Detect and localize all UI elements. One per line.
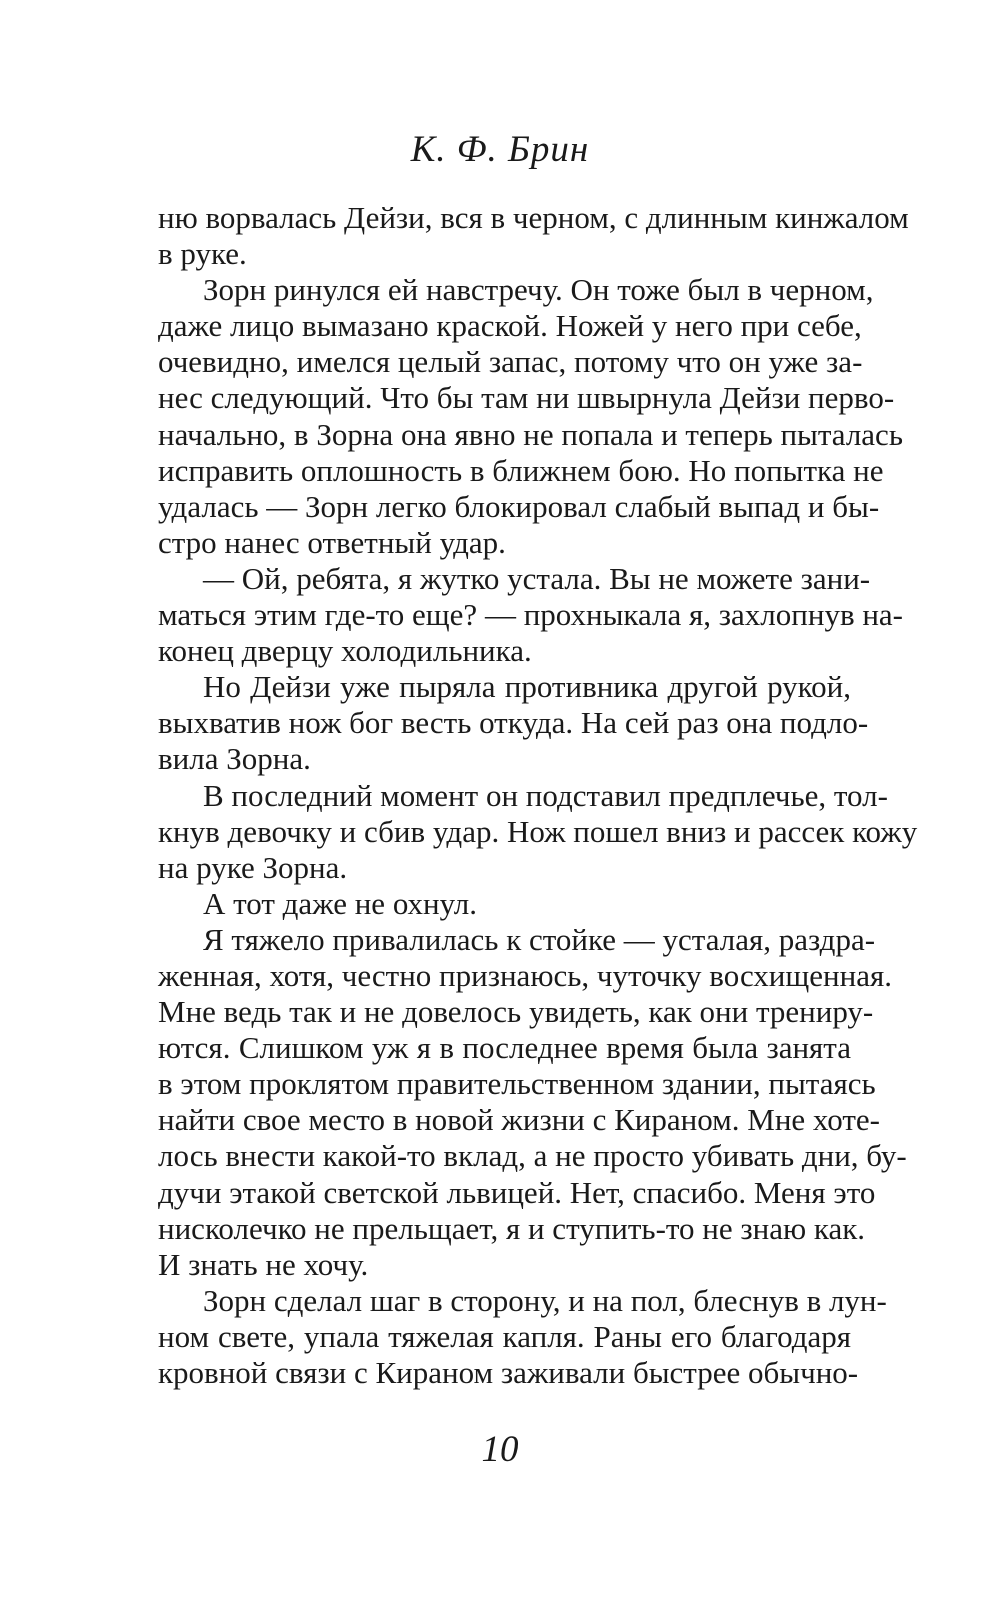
body-text — [158, 200, 918, 1391]
text-line: Зорн ринулся ей навстречу. Он тоже был в черном, — [203, 272, 874, 308]
text-line: Я тяжело привалилась к стойке — усталая, раздра- — [203, 921, 876, 957]
text-line: Но Дейзи уже пыряла противника другой рукой, — [203, 669, 851, 705]
text-line: очевидно, имелся целый запас, потому что он уже за- — [158, 344, 863, 380]
text-line: даже лицо вымазано краской. Ножей у него при себе, — [158, 308, 862, 344]
text-line: удалась — Зорн легко блокировал слабый выпад и бы- — [158, 488, 880, 524]
text-line: кровной связи с Кираном заживали быстрее обычно- — [158, 1355, 859, 1390]
page-number: 10 — [481, 1429, 519, 1470]
text-line: в руке. — [158, 236, 247, 272]
text-line: исправить оплошность в ближнем бою. Но попытка не — [158, 452, 884, 488]
text-line: лось внести какой-то вклад, а не просто убивать дни, бу- — [158, 1138, 907, 1174]
text-line: стро нанес ответный удар. — [158, 524, 506, 560]
text-line: начально, в Зорна она явно не попала и теперь пыталась — [158, 416, 903, 452]
text-line: дучи этакой светской львицей. Нет, спасибо. Меня это — [158, 1174, 876, 1210]
text-line: — Ой, ребята, я жутко устала. Вы не можете зани- — [203, 560, 871, 596]
text-line: на руке Зорна. — [158, 849, 348, 885]
text-line: нисколечко не прельщает, я и ступить-то не знаю как. — [158, 1210, 866, 1246]
text-line: ются. Слишком уж я в последнее время была занята — [158, 1030, 851, 1066]
text-line: в этом проклятом правительственном здании, пытаясь — [158, 1066, 876, 1102]
running-head-author: К. Ф. Брин — [410, 129, 590, 170]
text-line: Зорн сделал шаг в сторону, и на пол, блеснув в лун- — [203, 1282, 887, 1318]
text-line: маться этим где-то еще? — прохныкала я, захлопнув на- — [158, 597, 903, 633]
text-line: ном свете, упала тяжелая капля. Раны его благодаря — [158, 1318, 851, 1354]
text-line: ню ворвалась Дейзи, вся в черном, с длинным кинжалом — [158, 200, 909, 235]
text-line: А тот даже не охнул. — [203, 885, 477, 921]
text-line: женная, хотя, честно признаюсь, чуточку восхищенная. — [158, 957, 892, 993]
text-line: нес следующий. Что бы там ни швырнула Дейзи перво- — [158, 380, 895, 416]
text-line: выхватив нож бог весть откуда. На сей раз она подло- — [158, 705, 869, 741]
text-line: Мне ведь так и не довелось увидеть, как они трениру- — [158, 994, 874, 1030]
text-line: вила Зорна. — [158, 741, 311, 777]
text-line: И знать не хочу. — [158, 1246, 369, 1282]
text-line: конец дверцу холодильника. — [158, 633, 532, 669]
text-line: В последний момент он подставил предплечье, тол- — [203, 777, 888, 813]
text-line: найти свое место в новой жизни с Кираном. Мне хоте- — [158, 1102, 880, 1138]
text-line: кнув девочку и сбив удар. Нож пошел вниз и рассек кожу — [158, 813, 918, 849]
